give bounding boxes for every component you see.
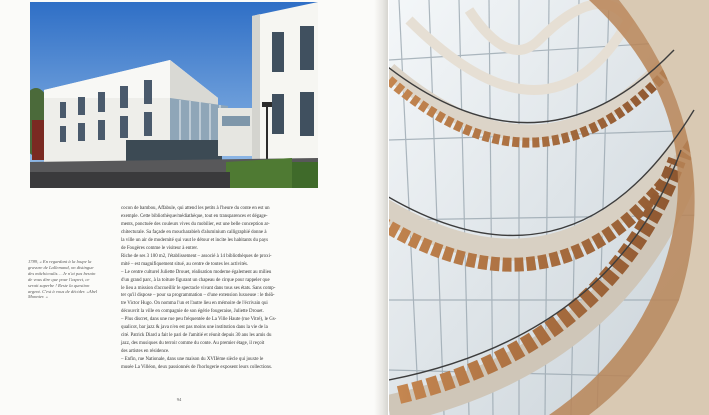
text-line: chitecturale. Sa façade en moucharabieh d'aluminium calligraphié donne à <box>121 229 267 235</box>
text-line: musée La Villéon, deux passionnés de l'horlogerie exposent leurs collections. <box>121 365 273 371</box>
text-line: cocon de bambou, Affabule, qui attend les petits à l'heure du conte en est un <box>121 206 270 211</box>
text-line: exemple. Cette bibliothèque/médiathèque, tout en transparences et dégage- <box>121 213 268 219</box>
text-line: mité – est magnifiquement situé, au centre de toutes les activités. <box>121 261 249 267</box>
text-line: – Enfin, rue Nationale, dans une maison du XVIIème siècle qui jouxte le <box>121 357 264 363</box>
text-line: Riche de ses 3 100 m2, l'établissement – associé à 14 bibliothèques de proxi- <box>121 253 272 259</box>
text-line: ments, ponctuée des couleurs vives du mobilier, est une belle conception ar- <box>121 221 270 227</box>
text-line: qualicot, bar jazz & java n'en est pas moins une institution dans la vie de la <box>121 325 268 331</box>
text-line: le lieu a mission d'accueillir le spectacle vivant dans tous ses états. Sans comp- <box>121 285 276 291</box>
staircase-photo <box>389 0 709 415</box>
page-number: 94 <box>176 397 182 402</box>
text-line: d'un grand parc, à la toiture figurant un chapeau de cirque pour rappeler que <box>121 277 270 283</box>
text-line: – Le centre culturel Juliette Drouet, réalisation moderne également au milieu <box>121 269 272 275</box>
text-line: – Plus discret, dans une rue peu fréquentée de La Ville Haute (rue Vitré), le Gs- <box>121 317 277 323</box>
building-photo <box>30 2 318 188</box>
text-line: découvrit la ville en compagnie de son égérie fougeraise, Juliette Drouet. <box>121 309 264 315</box>
text-line: tre Victor Hugo. On nomma l'un et l'autre lieu en mémoire de l'écrivain qui <box>121 301 268 307</box>
text-line: cité. Patrick Diard a fait le pari de l'amitié et réunit depuis 30 ans les amis du <box>121 333 272 339</box>
book-gutter <box>374 0 388 415</box>
text-line: de Fougères comme le visiteur à entrer. <box>121 245 199 251</box>
text-line: des artistes en résidence. <box>121 349 170 355</box>
text-line: jazz, des musiques du terroir comme du conte. Au premier étage, il reçoit <box>121 341 265 347</box>
text-line: la ville un air de modernité qui vaut le détour et incite les habitants du pays <box>121 237 269 243</box>
body-text <box>121 205 319 372</box>
photo-caption: 1789, « En regardant à la loupe la gravure de Lallemand, on distingue des mâchicoulis… Je n'ai pas besoin de vous dire que pour l'aspect, ce serait superbe ! Reste la question argent. C'est à vous de décider. »Abel Monnier. » <box>28 259 98 300</box>
text-line: ter qu'il dispose – pour sa programmation – d'une extension luxueuse : le théâ- <box>121 293 275 299</box>
